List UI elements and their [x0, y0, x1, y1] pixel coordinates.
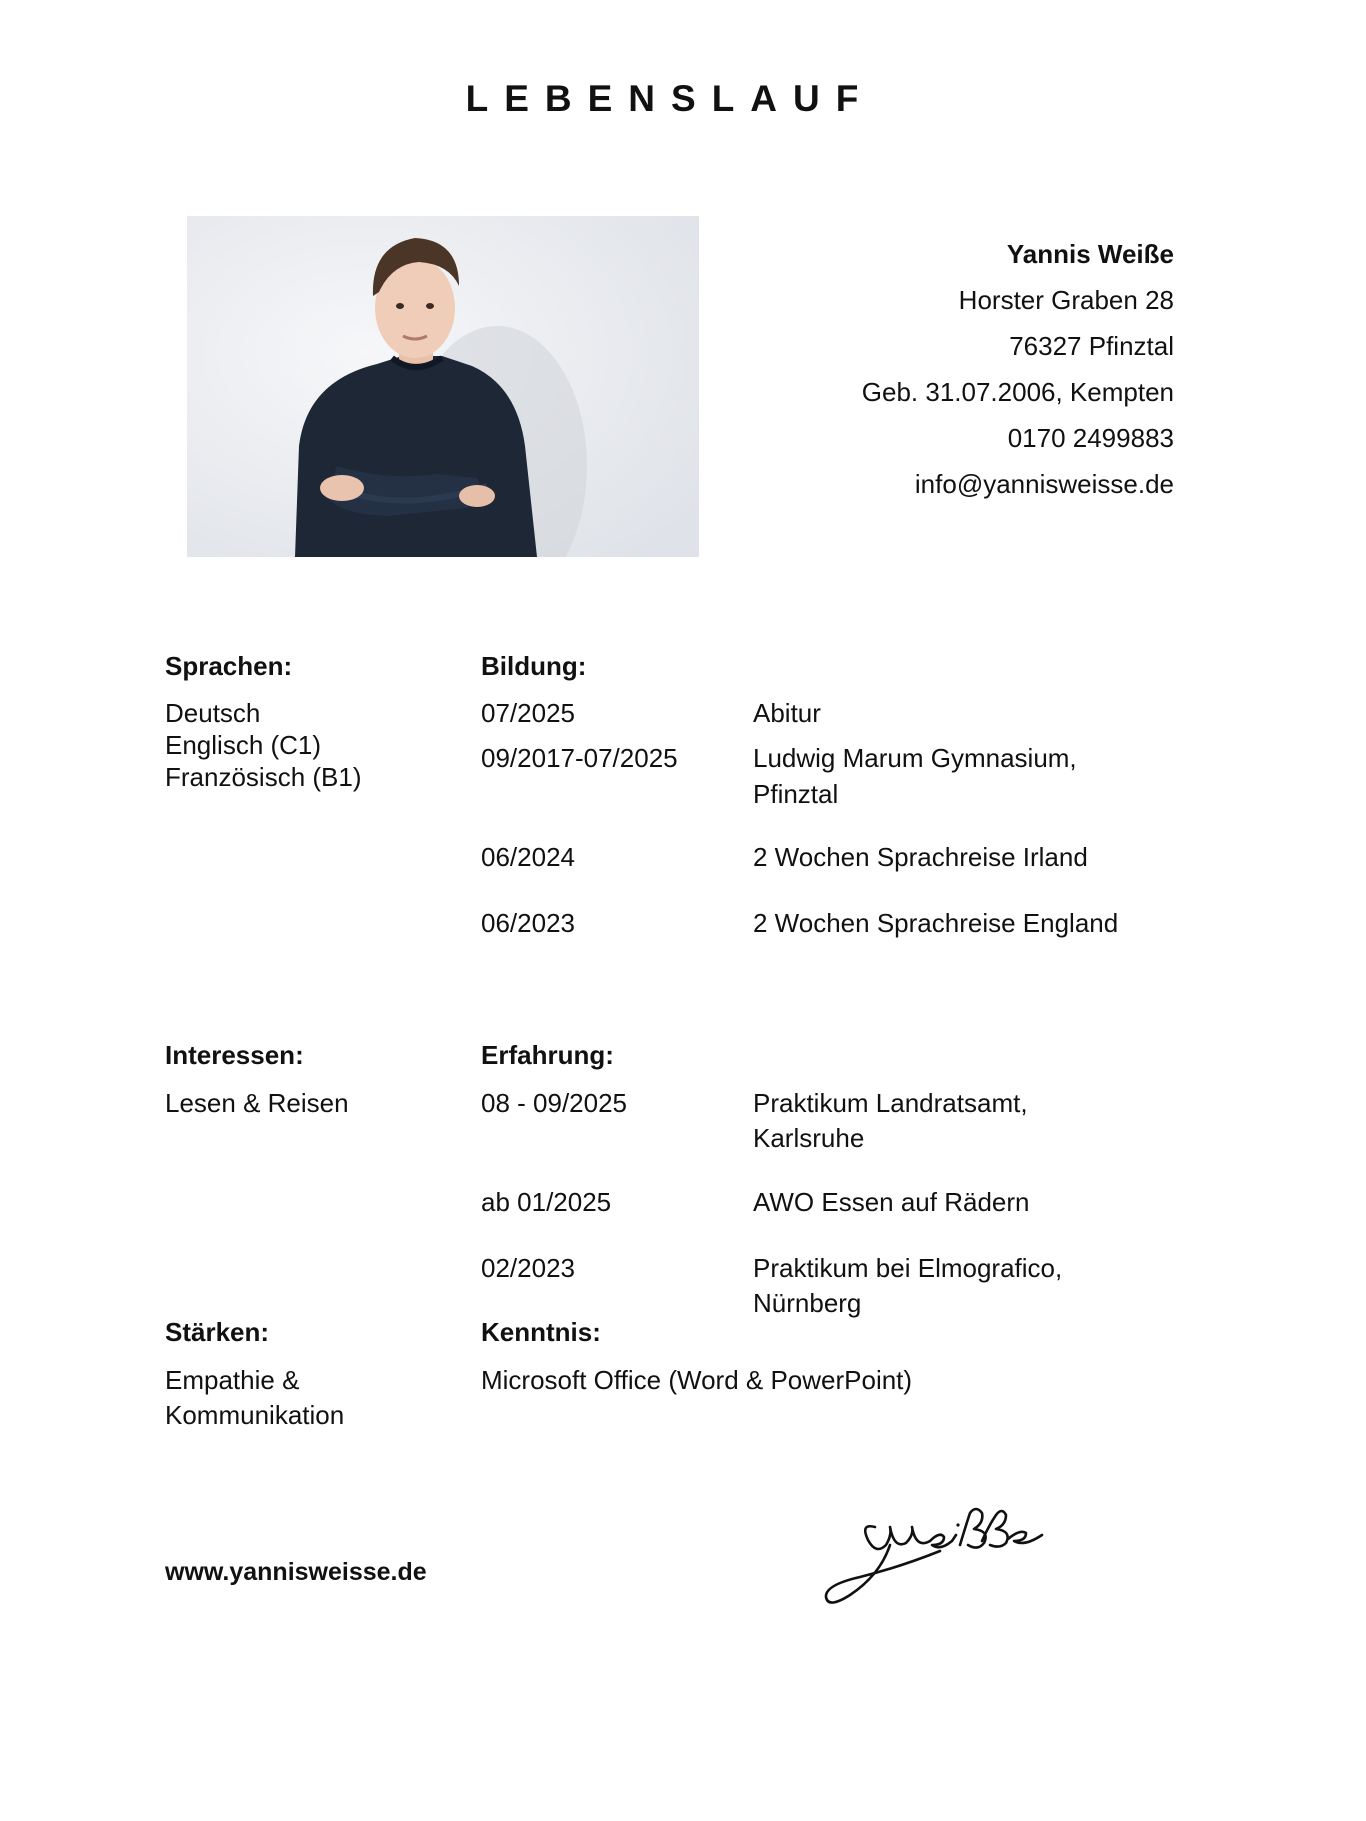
birth-info: Geb. 31.07.2006, Kempten	[861, 377, 1174, 407]
experience-desc-line2: Karlsruhe	[753, 1123, 865, 1153]
website-link[interactable]: www.yannisweisse.de	[165, 1558, 427, 1586]
education-date: 06/2024	[481, 842, 575, 872]
language-item: Deutsch	[165, 698, 261, 728]
email-address: info@yannisweisse.de	[914, 469, 1174, 499]
applicant-name: Yannis Weiße	[1006, 239, 1174, 269]
skills-heading: Kenntnis:	[481, 1317, 601, 1347]
education-desc: 2 Wochen Sprachreise England	[753, 908, 1119, 938]
education-date: 07/2025	[481, 698, 575, 728]
experience-desc: AWO Essen auf Rädern	[753, 1187, 1030, 1217]
education-desc: Abitur	[753, 698, 821, 728]
experience-desc: Praktikum bei Elmografico,	[753, 1253, 1063, 1283]
education-desc-line2: Pfinztal	[753, 779, 839, 809]
language-item: Englisch (C1)	[165, 730, 322, 760]
education-desc: 2 Wochen Sprachreise Irland	[753, 842, 1088, 872]
city-address: 76327 Pfinztal	[1009, 331, 1174, 361]
experience-desc: Praktikum Landratsamt,	[753, 1088, 1028, 1118]
strength-item: Kommunikation	[165, 1400, 345, 1430]
strength-item: Empathie &	[165, 1365, 300, 1395]
strengths-heading: Stärken:	[165, 1317, 270, 1347]
phone-number: 0170 2499883	[1007, 423, 1174, 453]
page-title: LEBENSLAUF	[465, 78, 875, 119]
experience-date: ab 01/2025	[481, 1187, 612, 1217]
education-heading: Bildung:	[481, 651, 587, 681]
experience-heading: Erfahrung:	[481, 1040, 614, 1070]
interests-heading: Interessen:	[165, 1040, 304, 1070]
education-date: 09/2017-07/2025	[481, 743, 678, 773]
experience-date: 02/2023	[481, 1253, 575, 1283]
interest-item: Lesen & Reisen	[165, 1088, 349, 1118]
languages-heading: Sprachen:	[165, 651, 293, 681]
skill-item: Microsoft Office (Word & PowerPoint)	[481, 1365, 913, 1395]
language-item: Französisch (B1)	[165, 762, 362, 792]
education-desc: Ludwig Marum Gymnasium,	[753, 743, 1077, 773]
contact-block	[614, 231, 1174, 507]
education-date: 06/2023	[481, 908, 575, 938]
signature	[820, 1505, 1060, 1620]
experience-desc-line2: Nürnberg	[753, 1288, 862, 1318]
handwritten-signature-icon	[820, 1505, 1060, 1620]
experience-date: 08 - 09/2025	[481, 1088, 628, 1118]
street-address: Horster Graben 28	[958, 285, 1174, 315]
